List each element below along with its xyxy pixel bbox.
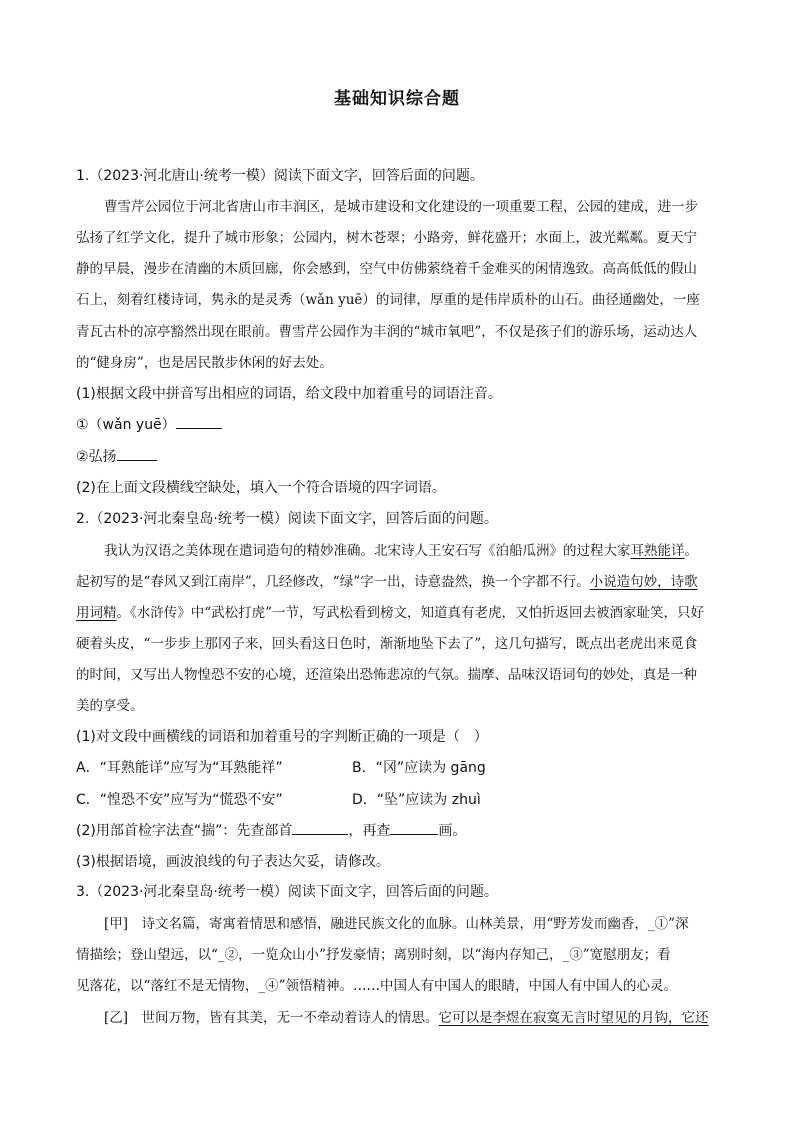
- underlined-idiom: 耳熟能详: [630, 543, 685, 559]
- question-1-stem: 1.（2023·河北唐山·统考一模）阅读下面文字，回答后面的问题。: [76, 168, 484, 184]
- q1-passage-line-6: 的“健身房”，也是居民散步休闲的好去处。: [76, 355, 333, 371]
- q3-passage-line-1: [甲] 诗文名篇，寄寓着情思和感悟，融进民族文化的血脉。山林美景，用“野芳发而幽香，_①”深: [104, 916, 689, 932]
- q1-subquestion-1: (1)根据文段中拼音写出相应的词语，给文段中加着重号的词语注音。: [76, 386, 502, 402]
- q1-passage-line-4: 石上，刻着红楼诗词，隽永的是灵秀（wǎn yuē）的词律，厚重的是伟岸质朴的山石。曲径通幽处，一座: [76, 292, 700, 308]
- q1-item-1: [76, 414, 222, 435]
- q1-item-1-prefix: ①（wǎn yuē）: [76, 417, 176, 433]
- q2-sub2-text-c: 画。: [438, 823, 467, 839]
- q2-passage-line-1: [104, 541, 698, 561]
- q1-subquestion-2: (2)在上面文段横线空缺处，填入一个符合语境的四字词语。: [76, 480, 446, 496]
- q1-passage-line-1: 曹雪芹公园位于河北省唐山市丰润区，是城市建设和文化建设的一项重要工程，公园的建成，进一步: [104, 199, 698, 215]
- answer-blank[interactable]: [176, 414, 222, 429]
- underlined-sentence: 它可以是李煜在寂寞无言时望见的月钩，它还: [438, 1010, 709, 1026]
- q2-subquestion-1: (1)对文段中画横线的词语和加着重号的字判断正确的一项是（ ）: [76, 729, 488, 745]
- q3-passage-line-3: 见落花，以“落红不是无情物，_④”领悟精神。……中国人有中国人的眼睛，中国人有中国人的心灵。: [76, 978, 678, 994]
- q1-item-2-prefix: ②弘扬: [76, 449, 117, 465]
- q2-sub2-text-a: (2)用部首检字法查“揣”：先查部首: [76, 823, 293, 839]
- answer-blank[interactable]: [292, 820, 348, 835]
- q2-passage-line-4: 硬着头皮，“一步步上那冈子来，回头看这日色时，渐渐地坠下去了”，这几句描写，既点出老虎出来觅食: [76, 636, 698, 652]
- question-2-stem: 2.（2023·河北秦皇岛·统考一模）阅读下面文字，回答后面的问题。: [76, 511, 498, 527]
- q2-p1-end: 。: [684, 543, 698, 559]
- q2-passage-line-5: 的时间，又写出人物惶恐不安的心境，还渲染出恐怖悲凉的气氛。揣摩、品味汉语词句的妙处，真是一种: [76, 667, 697, 683]
- q2-passage-line-6: 美的享受。: [76, 698, 144, 714]
- q2-subquestion-2: [76, 820, 466, 841]
- q3-p4-text: [乙] 世间万物，皆有其美，无一不牵动着诗人的情思。: [104, 1010, 439, 1026]
- question-3-stem: 3.（2023·河北秦皇岛·统考一模）阅读下面文字，回答后面的问题。: [76, 884, 498, 900]
- q3-passage-line-4: [104, 1008, 709, 1028]
- q2-subquestion-3: (3)根据语境，画波浪线的句子表达欠妥，请修改。: [76, 854, 390, 870]
- q2-option-d[interactable]: D．“坠”应读为 zhuì: [352, 792, 481, 808]
- q1-passage-line-2: 弘扬了红学文化，提升了城市形象；公园内，树木苍翠；小路旁，鲜花盛开；水面上，波光粼粼。夏天宁: [76, 230, 697, 246]
- q1-item-2: [76, 446, 157, 467]
- q2-option-c[interactable]: C．“惶恐不安”应写为“慌恐不安”: [76, 792, 283, 808]
- q1-passage-line-5: 青瓦古朴的凉亭豁然出现在眼前。曹雪芹公园作为丰润的“城市氧吧”，不仅是孩子们的游乐场，运动达人: [76, 324, 698, 340]
- q2-passage-line-2: [76, 572, 698, 592]
- q2-p1-text: 我认为汉语之美体现在遣词造句的精妙准确。北宋诗人王安石写《泊船瓜洲》的过程大家: [104, 543, 631, 559]
- wavy-underlined-sentence-end: 用词精: [76, 605, 117, 621]
- page-title: 基础知识综合题: [334, 89, 460, 109]
- q2-passage-line-3: [76, 603, 704, 623]
- q2-option-a[interactable]: A．“耳熟能详”应写为“耳熟能祥”: [76, 760, 283, 776]
- q3-passage-line-2: 情描绘；登山望远，以“_②，一览众山小”抒发豪情；离别时刻，以“海内存知己，_③”宽慰朋友；看: [76, 947, 671, 963]
- q1-passage-line-3: 静的早晨，漫步在清幽的木质回廊，你会感到，空气中仿佛萦绕着千金难买的闲情逸致。高高低低的假山: [76, 261, 697, 277]
- q2-sub2-text-b: ，再查: [348, 823, 391, 839]
- q2-p3-text: 。《水浒传》中“武松打虎”一节，写武松看到榜文，知道真有老虎，又怕折返回去被酒家耻笑，只好: [116, 605, 705, 621]
- answer-blank[interactable]: [390, 820, 438, 835]
- q2-option-b[interactable]: B．“冈”应读为 gāng: [352, 760, 486, 776]
- q2-p2-text: 起初写的是“春风又到江南岸”，几经修改，“绿”字一出，诗意盎然，换一个字都不行。: [76, 574, 590, 590]
- wavy-underlined-sentence: 小说造句妙，诗歌: [589, 574, 698, 590]
- answer-blank[interactable]: [117, 446, 157, 461]
